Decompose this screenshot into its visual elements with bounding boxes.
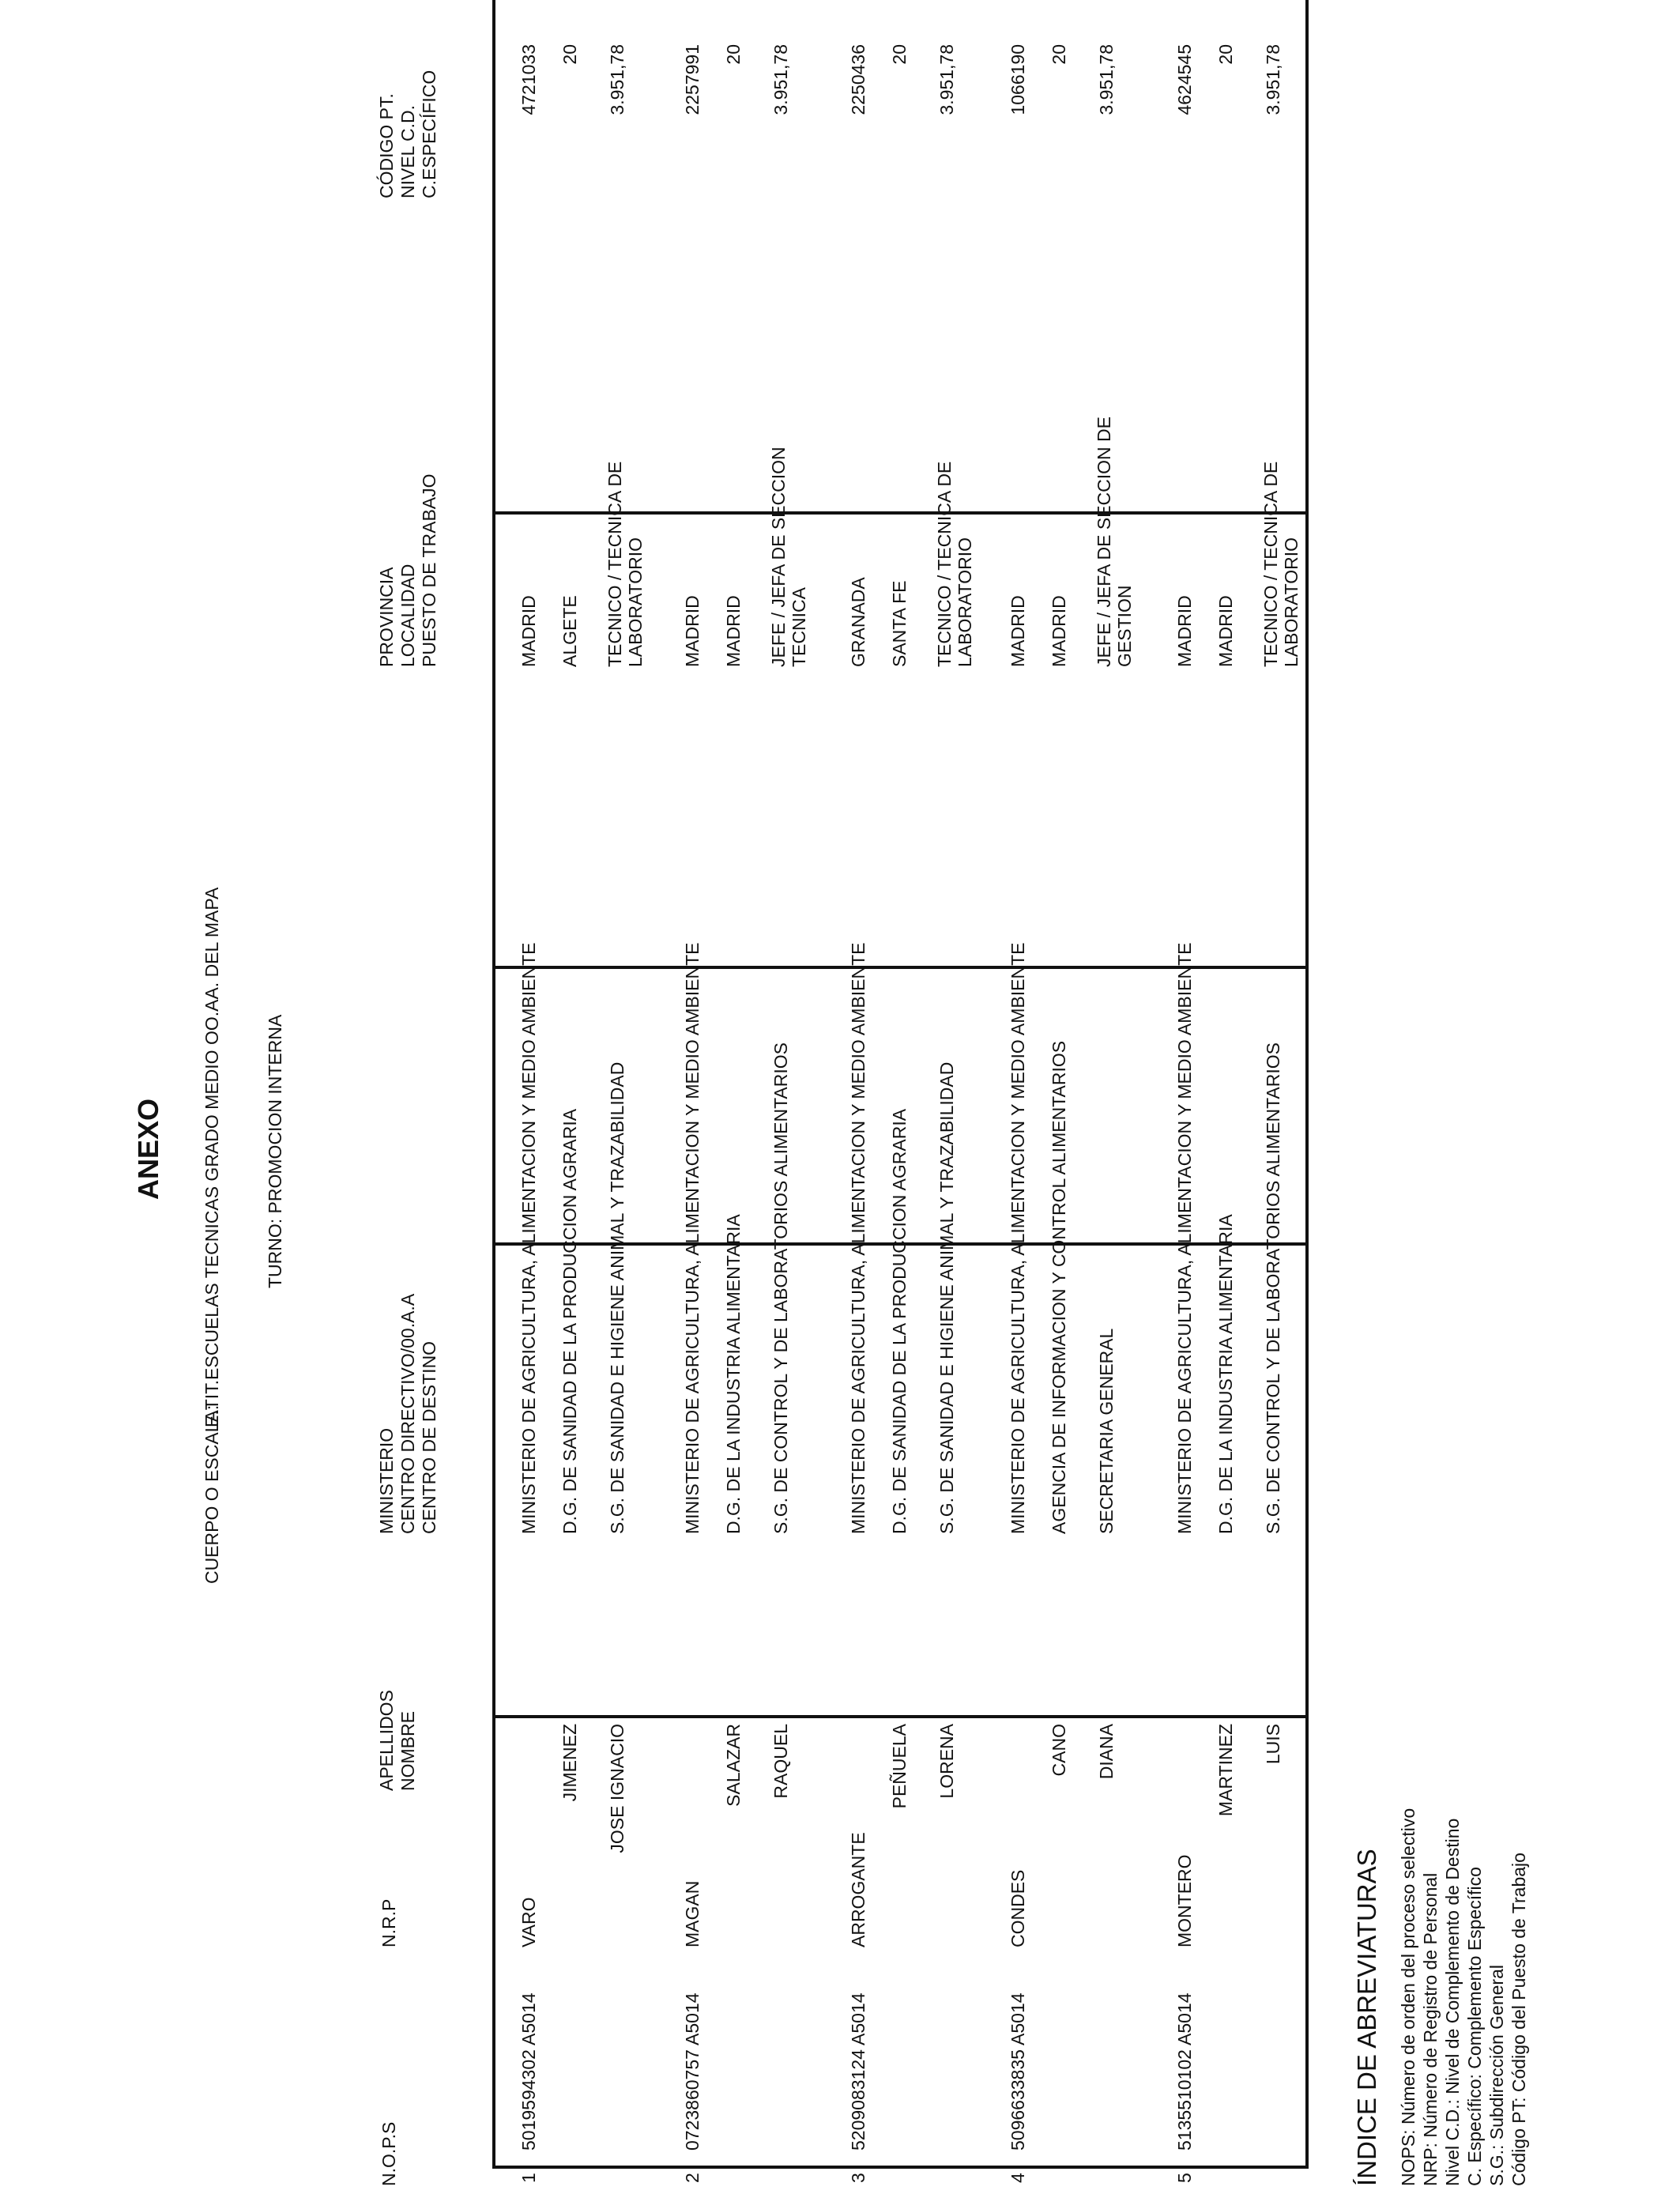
abbreviation-item: Nivel C.D.: Nivel de Complemento de Destino — [1442, 1818, 1463, 2186]
row-nombre: DIANA — [1096, 1724, 1117, 1780]
header-nrp: N.R.P — [379, 1898, 399, 1947]
header-centro-destino: CENTRO DE DESTINO — [419, 1340, 439, 1534]
row-ministerio: MINISTERIO DE AGRICULTURA, ALIMENTACION Y MEDIO AMBIENTE — [1008, 942, 1028, 1534]
row-puesto-line2: LABORATORIO — [1281, 537, 1301, 667]
document-title: ANEXO — [132, 1098, 164, 1200]
row-codigo-pt: 2250436 — [848, 44, 868, 115]
abbreviation-item: NRP: Número de Registro de Personal — [1420, 1872, 1441, 2186]
row-separator — [492, 1715, 1309, 1718]
row-puesto-line2: LABORATORIO — [955, 537, 975, 667]
row-nrp: 5019594302 A5014 — [518, 1992, 539, 2151]
row-nops: 3 — [848, 2173, 868, 2183]
abbreviations-title: ÍNDICE DE ABREVIATURAS — [1352, 1849, 1381, 2186]
header-centro-directivo: CENTRO DIRECTIVO/00.A.A — [397, 1293, 418, 1534]
row-nivel-cd: 20 — [723, 44, 744, 65]
row-nombre: LORENA — [936, 1724, 957, 1799]
row-puesto-line1: TECNICO / TECNICA DE — [1260, 461, 1281, 667]
abbreviation-item: NOPS: Número de orden del proceso selectivo — [1398, 1808, 1418, 2186]
row-apellido2: SALAZAR — [723, 1724, 744, 1807]
row-nrp: 0723860757 A5014 — [682, 1992, 703, 2151]
row-nrp: 5096633835 A5014 — [1008, 1992, 1028, 2151]
abbreviation-item: S.G.: Subdirección General — [1486, 1965, 1507, 2186]
row-centro-destino: S.G. DE SANIDAD E HIGIENE ANIMAL Y TRAZABILIDAD — [936, 1061, 957, 1534]
row-localidad: MADRID — [723, 595, 744, 667]
row-ministerio: MINISTERIO DE AGRICULTURA, ALIMENTACION Y MEDIO AMBIENTE — [518, 942, 539, 1534]
row-nops: 1 — [518, 2173, 539, 2183]
row-puesto-line1: JEFE / JEFA DE SECCION — [768, 447, 789, 667]
row-centro-destino: S.G. DE CONTROL Y DE LABORATORIOS ALIMENTARIOS — [770, 1042, 791, 1534]
row-nombre: JOSE IGNACIO — [607, 1724, 627, 1853]
row-apellido1: VARO — [518, 1897, 539, 1947]
header-apellidos: APELLIDOS — [376, 1690, 397, 1791]
row-apellido1: CONDES — [1008, 1869, 1028, 1947]
row-c-especifico: 3.951,78 — [770, 44, 791, 115]
row-centro-directivo: AGENCIA DE INFORMACION Y CONTROL ALIMENTARIOS — [1049, 1040, 1069, 1534]
row-codigo-pt: 4721033 — [518, 44, 539, 115]
row-provincia: GRANADA — [848, 577, 868, 667]
row-nivel-cd: 20 — [889, 44, 910, 65]
cuerpo-label: CUERPO O ESCALA: — [202, 1404, 222, 1584]
header-ministerio: MINISTERIO — [376, 1427, 397, 1534]
row-apellido2: MARTINEZ — [1215, 1724, 1236, 1817]
row-nivel-cd: 20 — [1049, 44, 1069, 65]
row-puesto-line1: JEFE / JEFA DE SECCION DE — [1094, 417, 1114, 667]
row-ministerio: MINISTERIO DE AGRICULTURA, ALIMENTACION Y MEDIO AMBIENTE — [1174, 942, 1195, 1534]
row-nombre: RAQUEL — [770, 1724, 791, 1799]
row-apellido1: ARROGANTE — [848, 1832, 868, 1947]
header-c-especifico: C.ESPECÍFICO — [419, 70, 439, 198]
row-centro-directivo: D.G. DE SANIDAD DE LA PRODUCCION AGRARIA — [559, 1108, 580, 1534]
row-nivel-cd: 20 — [559, 44, 580, 65]
row-provincia: MADRID — [682, 595, 703, 667]
row-apellido2: PEÑUELA — [889, 1724, 910, 1809]
row-c-especifico: 3.951,78 — [1263, 44, 1283, 115]
row-centro-destino: S.G. DE CONTROL Y DE LABORATORIOS ALIMENTARIOS — [1263, 1042, 1283, 1534]
abbreviation-item: C. Específico: Complemento Específico — [1464, 1867, 1485, 2186]
row-nrp: 5135510102 A5014 — [1174, 1992, 1195, 2151]
row-centro-directivo: D.G. DE LA INDUSTRIA ALIMENTARIA — [723, 1214, 744, 1534]
header-nombre: NOMBRE — [397, 1711, 418, 1791]
header-puesto: PUESTO DE TRABAJO — [419, 473, 439, 667]
row-c-especifico: 3.951,78 — [1096, 44, 1117, 115]
row-codigo-pt: 1066190 — [1008, 44, 1028, 115]
header-nivel-cd: NIVEL C.D. — [397, 104, 418, 198]
row-nops: 2 — [682, 2173, 703, 2183]
row-nops: 4 — [1008, 2173, 1028, 2183]
turno-line: TURNO: PROMOCION INTERNA — [265, 1014, 285, 1288]
abbreviation-item: Código PT: Código del Puesto de Trabajo — [1509, 1853, 1529, 2186]
row-nivel-cd: 20 — [1215, 44, 1236, 65]
row-c-especifico: 3.951,78 — [607, 44, 627, 115]
row-puesto-line1: TECNICO / TECNICA DE — [605, 461, 625, 667]
row-localidad: ALGETE — [559, 595, 580, 667]
row-nombre: LUIS — [1263, 1724, 1283, 1765]
row-apellido1: MAGAN — [682, 1880, 703, 1947]
cuerpo-value: E.TIT.ESCUELAS TECNICAS GRADO MEDIO OO.AA. DEL MAPA — [202, 887, 222, 1427]
row-apellido1: MONTERO — [1174, 1854, 1195, 1947]
row-apellido2: JIMENEZ — [559, 1724, 580, 1802]
row-apellido2: CANO — [1049, 1724, 1069, 1777]
row-puesto-line2: GESTION — [1114, 585, 1135, 667]
row-provincia: MADRID — [1008, 595, 1028, 667]
row-centro-destino: SECRETARIA GENERAL — [1096, 1328, 1117, 1534]
row-provincia: MADRID — [1174, 595, 1195, 667]
header-localidad: LOCALIDAD — [397, 564, 418, 667]
row-centro-directivo: D.G. DE SANIDAD DE LA PRODUCCION AGRARIA — [889, 1108, 910, 1534]
row-nops: 5 — [1174, 2173, 1195, 2183]
row-centro-directivo: D.G. DE LA INDUSTRIA ALIMENTARIA — [1215, 1214, 1236, 1534]
row-ministerio: MINISTERIO DE AGRICULTURA, ALIMENTACION Y MEDIO AMBIENTE — [848, 942, 868, 1534]
header-nops: N.O.P.S — [379, 2121, 399, 2186]
row-ministerio: MINISTERIO DE AGRICULTURA, ALIMENTACION Y MEDIO AMBIENTE — [682, 942, 703, 1534]
header-provincia: PROVINCIA — [376, 567, 397, 667]
row-puesto-line1: TECNICO / TECNICA DE — [934, 461, 955, 667]
row-centro-destino: S.G. DE SANIDAD E HIGIENE ANIMAL Y TRAZABILIDAD — [607, 1061, 627, 1534]
header-codigo-pt: CÓDIGO PT. — [376, 93, 397, 198]
row-codigo-pt: 2257991 — [682, 44, 703, 115]
row-c-especifico: 3.951,78 — [936, 44, 957, 115]
row-localidad: MADRID — [1215, 595, 1236, 667]
row-puesto-line2: TECNICA — [789, 587, 809, 667]
row-nrp: 5209083124 A5014 — [848, 1992, 868, 2151]
row-puesto-line2: LABORATORIO — [625, 537, 646, 667]
row-provincia: MADRID — [518, 595, 539, 667]
row-codigo-pt: 4624545 — [1174, 44, 1195, 115]
row-localidad: MADRID — [1049, 595, 1069, 667]
row-localidad: SANTA FE — [889, 580, 910, 667]
